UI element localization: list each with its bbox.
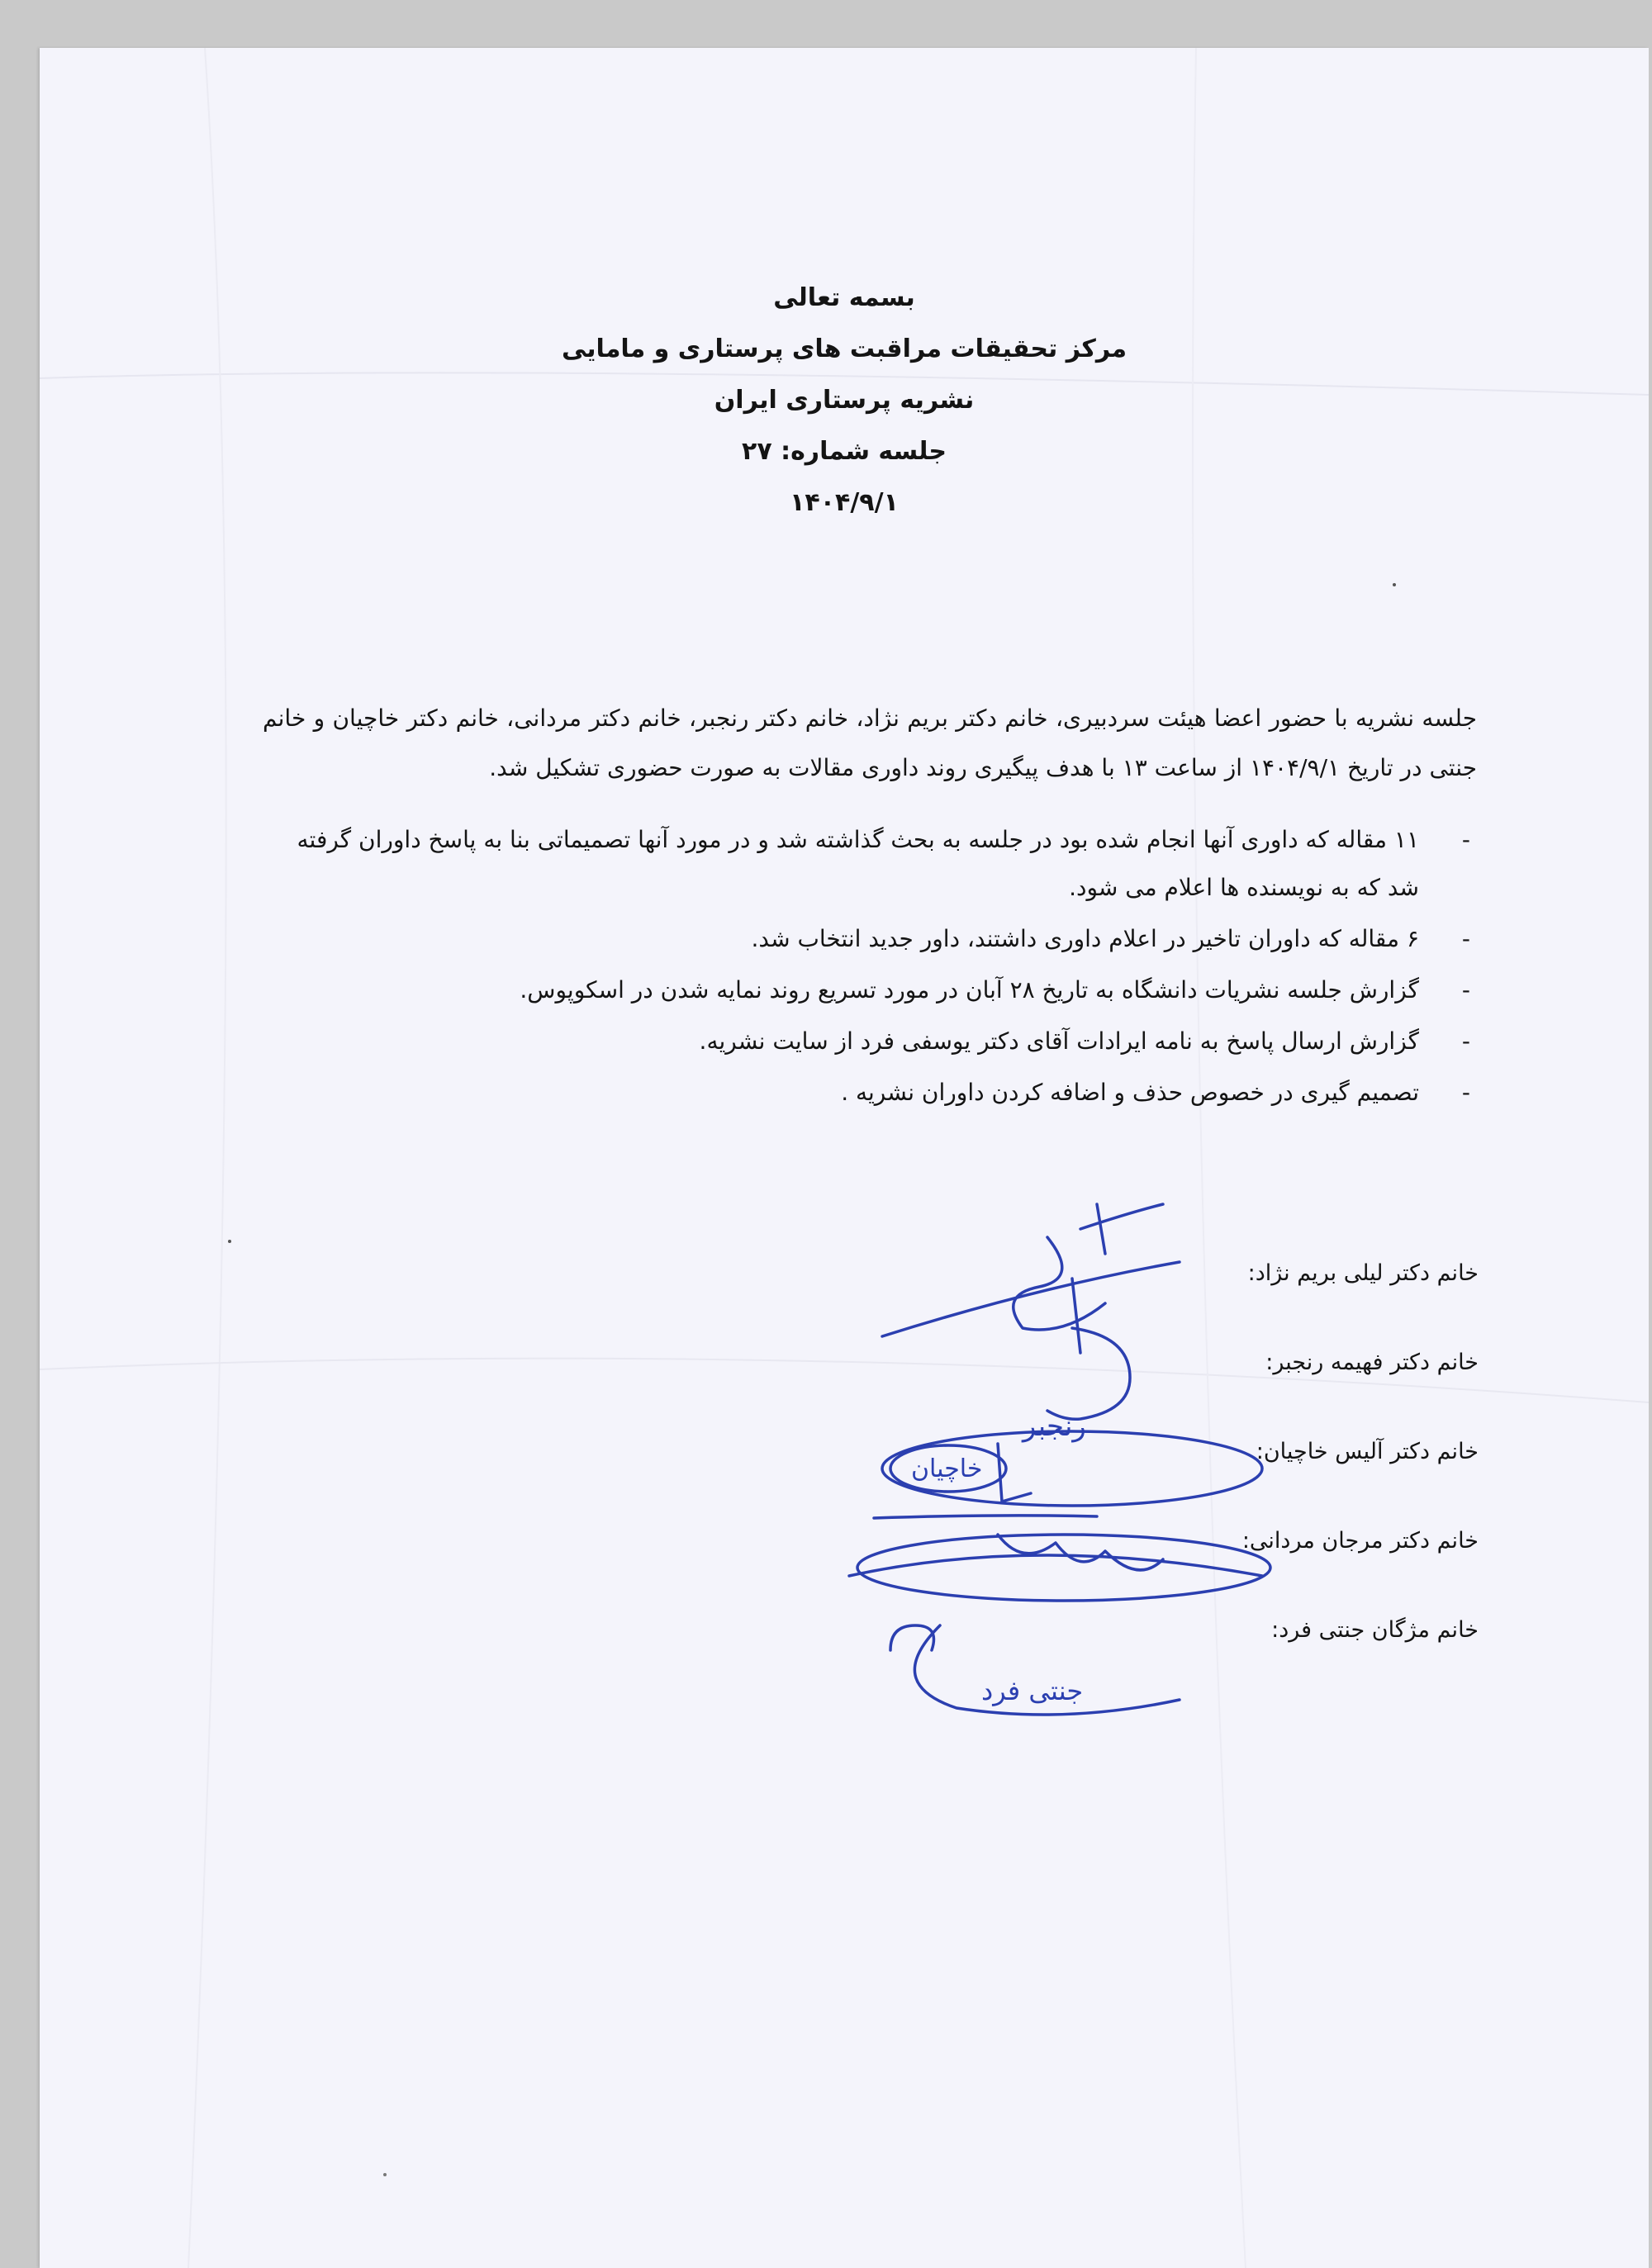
signature-ranjbar <box>1021 1328 1130 1443</box>
header-date: ۱۴۰۴/۹/۱ <box>790 488 899 517</box>
agenda-item-text: تصمیم گیری در خصوص حذف و اضافه کردن داوران نشریه . <box>841 1079 1419 1106</box>
bullet-dash: - <box>1461 826 1470 853</box>
signatory-name: خانم دکتر لیلی بریم نژاد: <box>1247 1260 1479 1286</box>
bullet-dash: - <box>1461 1079 1470 1106</box>
agenda-item <box>263 915 1477 963</box>
bullet-dash: - <box>1461 925 1470 952</box>
signature-jannati <box>890 1625 1180 1715</box>
agenda-item-text: ۶ مقاله که داوران تاخیر در اعلام داوری داشتند، داور جدید انتخاب شد. <box>751 925 1419 952</box>
agenda-item <box>263 1069 1477 1117</box>
bullet-dash: - <box>1461 1027 1470 1055</box>
signatory-name: خانم دکتر فهیمه رنجبر: <box>1265 1350 1479 1375</box>
signature-ranjbar-handwriting: رنجبر <box>1023 1410 1086 1443</box>
header-journal-name: نشریه پرستاری ایران <box>714 386 975 415</box>
agenda-item-text: ۱۱ مقاله که داوری آنها انجام شده بود در جلسه به بحث گذاشته شد و در مورد آنها تصمیماتی بنا به پاسخ داوران گرفته شد که به نویسنده ها اعلام می شود. <box>297 826 1419 901</box>
agenda-list <box>263 816 1477 1120</box>
agenda-item-text: گزارش ارسال پاسخ به نامه ایرادات آقای دکتر یوسفی فرد از سایت نشریه. <box>699 1027 1419 1055</box>
agenda-item <box>263 966 1477 1014</box>
header-organization: مرکز تحقیقات مراقبت های پرستاری و مامایی <box>561 335 1127 363</box>
document-page <box>40 48 1649 2268</box>
signatory-name: خانم مژگان جنتی فرد: <box>1271 1617 1479 1643</box>
bullet-dash: - <box>1461 976 1470 1004</box>
intro-paragraph: جلسه نشریه با حضور اعضا هیئت سردبیری، خانم دکتر بریم نژاد، خانم دکتر رنجبر، خانم دکتر مردانی، خانم دکتر خاچیان و خانم جنتی در تاریخ ۱۴۰۴/۹/۱ از ساعت ۱۳ با هدف پیگیری روند داوری مقالات به صورت حضوری تشکیل شد. <box>263 705 1477 781</box>
header-session-number: جلسه شماره: ۲۷ <box>742 437 947 466</box>
handwritten-signatures <box>833 1188 1312 1733</box>
agenda-item-text: گزارش جلسه نشریات دانشگاه به تاریخ ۲۸ آبان در مورد تسریع روند نمایه شدن در اسکوپوس. <box>520 976 1419 1004</box>
signature-jannati-handwriting: جنتی فرد <box>981 1675 1084 1706</box>
signature-barimnejad <box>882 1204 1180 1353</box>
signature-khachian-handwriting: خاچیان <box>911 1454 983 1483</box>
signature-khachian <box>874 1431 1262 1518</box>
header-basmala: بسمه تعالی <box>773 283 915 312</box>
document-header <box>40 273 1649 529</box>
signature-mardani <box>849 1535 1270 1601</box>
agenda-item <box>263 816 1477 912</box>
signatory-name: خانم دکتر آلیس خاچیان: <box>1256 1439 1479 1464</box>
signatory-name: خانم دکتر مرجان مردانی: <box>1241 1528 1479 1554</box>
agenda-item <box>263 1018 1477 1065</box>
